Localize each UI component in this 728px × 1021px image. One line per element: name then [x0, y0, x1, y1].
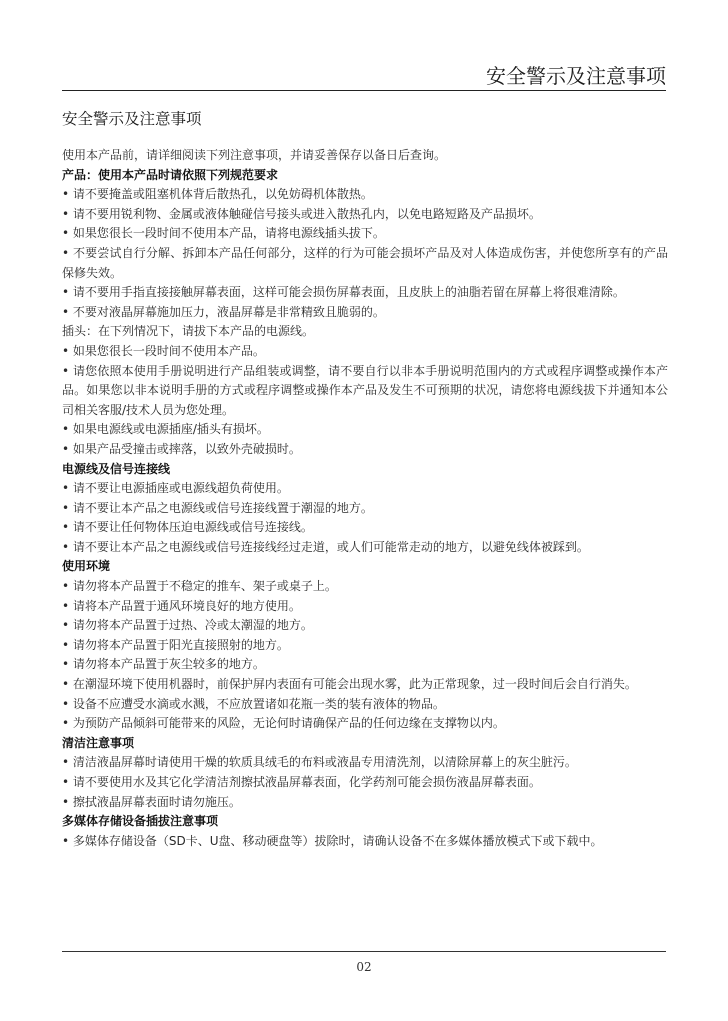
- bullet-item: • 请不要让本产品之电源线或信号连接线置于潮湿的地方。: [62, 500, 373, 515]
- body-text: [62, 146, 668, 851]
- bullet-item: • 如果产品受撞击或摔落，以致外壳破损时。: [62, 441, 301, 456]
- bullet-item: • 如果电源线或电源插座/插头有损坏。: [62, 422, 269, 437]
- bullet-item: • 如果您很长一段时间不使用本产品。: [62, 343, 265, 358]
- bullet-item: • 请不要让电源插座或电源线超负荷使用。: [62, 481, 289, 496]
- bullet-item: • 请勿将本产品置于灰尘较多的地方。: [62, 657, 265, 672]
- page-number: 02: [356, 960, 372, 974]
- bullet-item: • 请勿将本产品置于不稳定的推车、架子或桌子上。: [62, 579, 337, 594]
- bullet-item: • 清洁液晶屏幕时请使用干燥的软质具绒毛的布料或液晶专用清洗剂，以清除屏幕上的灰尘脏污。: [62, 755, 577, 770]
- heading-environment: 使用环境: [62, 559, 111, 574]
- bullet-item: • 不要对液晶屏幕施加压力，液晶屏幕是非常精致且脆弱的。: [62, 304, 385, 319]
- bullet-item: • 请不要使用水及其它化学清洁剂擦拭液晶屏幕表面，化学药剂可能会损伤液晶屏幕表面。: [62, 775, 541, 789]
- intro-line: 使用本产品前，请详细阅读下列注意事项，并请妥善保存以备日后查询。: [62, 148, 447, 162]
- bullet-item: • 设备不应遭受水滴或水溅，不应放置诸如花瓶一类的装有液体的物品。: [62, 696, 445, 711]
- section-title: 安全警示及注意事项: [62, 110, 202, 128]
- bullet-item: • 如果您很长一段时间不使用本产品，请将电源线插头拔下。: [62, 226, 385, 241]
- heading-cleaning: 清洁注意事项: [62, 735, 135, 750]
- footer-divider: [62, 951, 666, 952]
- bullet-item: • 多媒体存储设备（SD卡、U盘、移动硬盘等）拔除时，请确认设备不在多媒体播放模式下或下载中。: [62, 833, 603, 848]
- bullet-item: • 为预防产品倾斜可能带来的风险，无论何时请确保产品的任何边缘在支撑物以内。: [62, 716, 505, 731]
- bullet-item: • 在潮湿环境下使用机器时，前保护屏内表面有可能会出现水雾，此为正常现象，过一段时间后会自行消失。: [62, 677, 637, 692]
- page-header-title: 安全警示及注意事项: [486, 64, 666, 88]
- bullet-item: • 请将本产品置于通风环境良好的地方使用。: [62, 598, 301, 613]
- heading-product: 产品：使用本产品时请依照下列规范要求: [62, 167, 279, 182]
- bullet-item: • 请不要让本产品之电源线或信号连接线经过走道，或人们可能常走动的地方，以避免线体被踩到。: [62, 539, 589, 554]
- header-divider: [62, 90, 666, 91]
- bullet-item: • 请不要掩盖或阻塞机体背后散热孔，以免妨碍机体散热。: [62, 187, 373, 202]
- bullet-item: • 请不要让任何物体压迫电源线或信号连接线。: [62, 520, 313, 535]
- bullet-item: • 请不要用手指直接接触屏幕表面，这样可能会损伤屏幕表面，且皮肤上的油脂若留在屏幕上将很难清除。: [62, 285, 625, 300]
- bullet-item: • 请勿将本产品置于阳光直接照射的地方。: [62, 637, 289, 652]
- heading-power-cable: 电源线及信号连接线: [62, 461, 171, 476]
- plug-intro-line: 插头：在下列情况下，请拔下本产品的电源线。: [62, 324, 315, 339]
- bullet-item: • 请您依照本使用手册说明进行产品组装或调整，请不要自行以非本手册说明范围内的方式或程序调整或操作本产品。如果您以非本说明手册的方式或程序调整或操作本产品及发生不可预期的状况，请您将电源线拔下并通知本公司相关客服/技术人员为您处理。: [62, 363, 668, 417]
- bullet-item: • 擦拭液晶屏幕表面时请勿施压。: [62, 794, 241, 809]
- bullet-item: • 请不要用锐利物、金属或液体触碰信号接头或进入散热孔内，以免电路短路及产品损坏。: [62, 206, 541, 221]
- bullet-item: • 不要尝试自行分解、拆卸本产品任何部分，这样的行为可能会损坏产品及对人体造成伤害，并使您所享有的产品保修失效。: [62, 245, 668, 280]
- heading-storage-devices: 多媒体存储设备插拔注意事项: [62, 814, 219, 829]
- bullet-item: • 请勿将本产品置于过热、冷或太潮湿的地方。: [62, 618, 313, 633]
